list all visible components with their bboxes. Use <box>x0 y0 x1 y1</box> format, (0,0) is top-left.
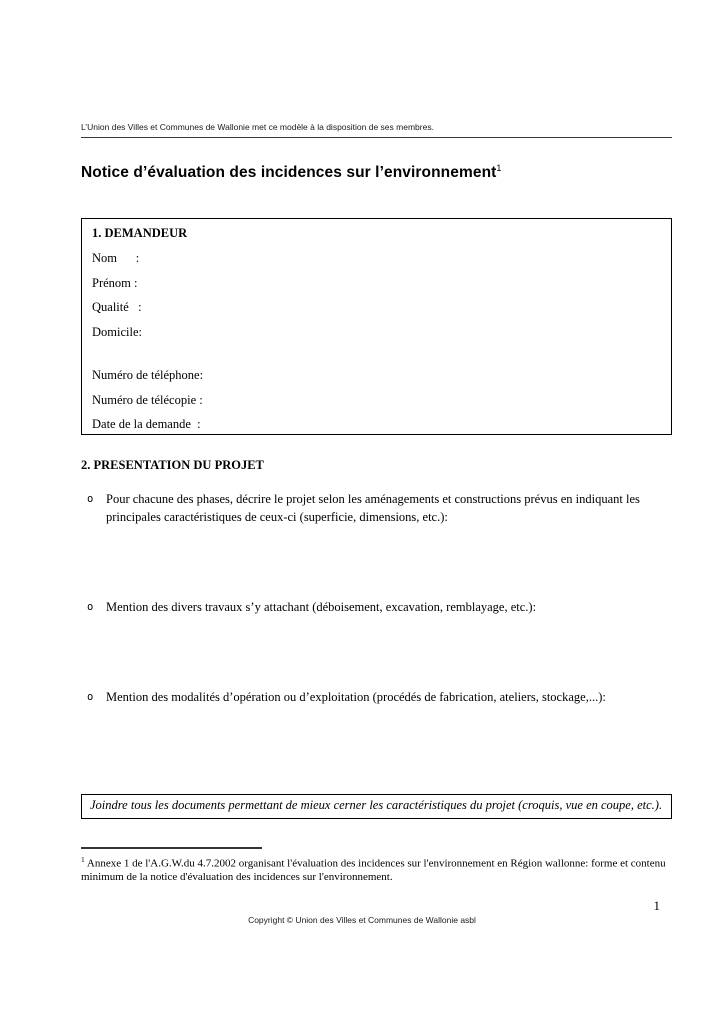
footnote-separator <box>81 847 262 849</box>
bullet-marker: o <box>87 493 94 506</box>
field-label-telecopie: Numéro de télécopie : <box>92 392 203 407</box>
footnote-reference: 1 <box>496 163 502 173</box>
field-label-telephone: Numéro de téléphone: <box>92 368 204 383</box>
bullet-item-phases <box>81 491 672 526</box>
section-2-heading: 2. PRESENTATION DU PROJET <box>81 458 264 473</box>
field-label-prenom: Prénom : <box>92 275 138 290</box>
bullet-text: Mention des divers travaux s’y attachant (déboisement, excavation, remblayage, etc.): <box>106 600 537 615</box>
document-title <box>81 159 672 182</box>
field-label-date-demande: Date de la demande : <box>92 417 201 432</box>
section-1-heading: 1. DEMANDEUR <box>92 226 188 241</box>
bullet-item-travaux <box>81 599 672 617</box>
header-note: L’Union des Villes et Communes de Wallonie met ce modèle à la disposition de ses membres. <box>81 122 672 138</box>
footnote-ref-number: 1 <box>81 855 85 865</box>
copyright-footer: Copyright © Union des Villes et Communes de Wallonie asbl <box>248 914 476 925</box>
field-label-nom: Nom : <box>92 251 140 266</box>
bullet-item-modalites <box>81 689 672 707</box>
field-label-qualite: Qualité : <box>92 300 142 315</box>
demandeur-section-box <box>81 218 672 435</box>
bullet-marker: o <box>87 690 94 703</box>
bullet-text: Pour chacune des phases, décrire le projet selon les aménagements et constructions prévus en indiquant les principales caractéristiques de ceux-ci (superficie, dimensions, etc.): <box>106 492 640 524</box>
bullet-text: Mention des modalités d’opération ou d’exploitation (procédés de fabrication, ateliers, stockage,...): <box>106 689 606 704</box>
page-number: 1 <box>653 897 660 913</box>
footnote-text <box>81 853 672 885</box>
bullet-marker: o <box>87 601 94 614</box>
document-title-text: Notice d’évaluation des incidences sur l’environnement <box>81 164 497 182</box>
field-label-domicile: Domicile: <box>92 324 142 339</box>
footnote-body: Annexe 1 de l'A.G.W.du 4.7.2002 organisant l'évaluation des incidences sur l'environnement en Région wallonne: forme et contenu minimum de la notice d'évaluation des incidences sur l'environnement. <box>81 857 666 884</box>
instruction-note-box: Joindre tous les documents permettant de mieux cerner les caractéristiques du projet (croquis, vue en coupe, etc.). <box>81 794 672 819</box>
